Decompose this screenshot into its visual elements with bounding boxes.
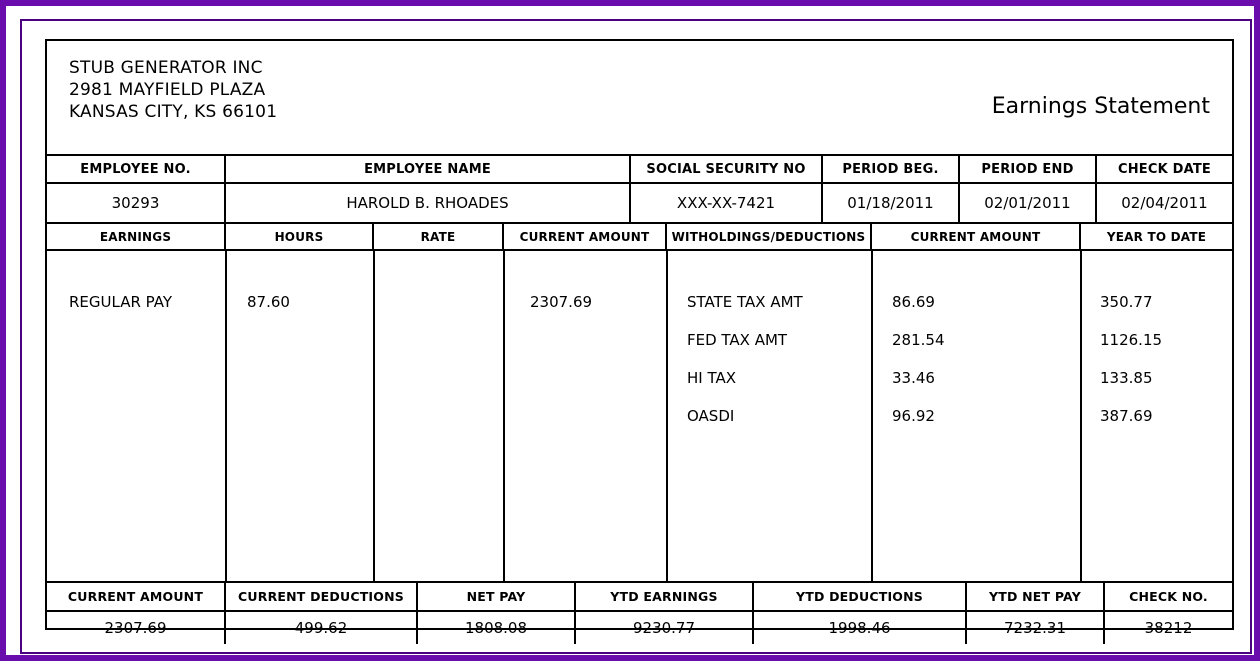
divider-earnings-hours: [225, 251, 227, 581]
deduction-current-amount: 96.92: [892, 407, 935, 425]
total-value-check-no: 38212: [1144, 619, 1193, 637]
header-period-beg: PERIOD BEG.: [822, 156, 959, 183]
detail-column-header-row: [47, 224, 1232, 250]
total-value-current-amount: 2307.69: [47, 611, 225, 644]
total-header-net-pay: NET PAY: [417, 583, 575, 611]
totals-header-row: [47, 583, 1232, 611]
header-employee-name: EMPLOYEE NAME: [225, 156, 630, 183]
deduction-description: OASDI: [687, 407, 735, 425]
total-value-ytd-earnings: 9230.77: [575, 611, 753, 644]
header-check-date: CHECK DATE: [1096, 156, 1232, 183]
company-address-block: [69, 57, 277, 123]
col-current-amount-earnings: CURRENT AMOUNT: [503, 224, 666, 250]
total-header-ytd-earnings: YTD EARNINGS: [575, 583, 753, 611]
deduction-year-to-date: 1126.15: [1100, 331, 1163, 349]
total-value-ytd-deductions: 1998.46: [753, 611, 966, 644]
divider-withholdings-current: [871, 251, 873, 581]
col-year-to-date: YEAR TO DATE: [1080, 224, 1232, 250]
total-value-net-pay: 1808.08: [417, 611, 575, 644]
page-title: Earnings Statement: [991, 94, 1210, 119]
total-header-ytd-deductions: YTD DEDUCTIONS: [753, 583, 966, 611]
earnings-statement-document: [45, 39, 1234, 637]
col-rate: RATE: [373, 224, 503, 250]
earnings-description: REGULAR PAY: [69, 293, 173, 311]
deduction-description: STATE TAX AMT: [687, 293, 803, 311]
value-check-date: 02/04/2011: [1096, 183, 1232, 223]
earnings-current-amount: 2307.69: [530, 293, 593, 311]
divider-current-ytd: [1080, 251, 1082, 581]
deduction-year-to-date: 133.85: [1100, 369, 1153, 387]
company-name: STUB GENERATOR INC: [69, 58, 263, 78]
value-employee-name: HAROLD B. RHOADES: [225, 183, 630, 223]
company-street: 2981 MAYFIELD PLAZA: [69, 80, 266, 100]
col-hours: HOURS: [225, 224, 373, 250]
totals-value-row: [47, 611, 1232, 644]
total-value-current-deductions: 499.62: [225, 611, 417, 644]
value-employee-no: 30293: [47, 183, 225, 223]
employee-identification-table: [47, 156, 1232, 224]
value-social-security-no: XXX-XX-7421: [630, 183, 822, 223]
col-withholdings-deductions: WITHOLDINGS/DEDUCTIONS: [666, 224, 871, 250]
value-period-end: 02/01/2011: [959, 183, 1096, 223]
total-header-ytd-net-pay: YTD NET PAY: [966, 583, 1104, 611]
deduction-description: FED TAX AMT: [687, 331, 788, 349]
deduction-year-to-date: 387.69: [1100, 407, 1153, 425]
total-header-check-no: CHECK NO.: [1104, 583, 1232, 611]
company-city-state-zip: KANSAS CITY, KS 66101: [69, 102, 278, 122]
header-period-end: PERIOD END: [959, 156, 1096, 183]
value-period-beg: 01/18/2011: [822, 183, 959, 223]
identification-value-row: [47, 183, 1232, 223]
document-header: [47, 41, 1232, 156]
header-social-security-no: SOCIAL SECURITY NO: [630, 156, 822, 183]
divider-hours-rate: [373, 251, 375, 581]
total-header-current-deductions: CURRENT DEDUCTIONS: [225, 583, 417, 611]
detail-body-region: [47, 251, 1232, 583]
deduction-current-amount: 86.69: [892, 293, 935, 311]
deduction-year-to-date: 350.77: [1100, 293, 1153, 311]
col-current-amount-deductions: CURRENT AMOUNT: [871, 224, 1080, 250]
col-earnings: EARNINGS: [47, 224, 225, 250]
identification-header-row: [47, 156, 1232, 183]
divider-rate-current: [503, 251, 505, 581]
deduction-description: HI TAX: [687, 369, 737, 387]
earnings-hours: 87.60: [247, 293, 290, 311]
total-value-ytd-net-pay: 7232.31: [966, 611, 1104, 644]
totals-table: [47, 583, 1232, 644]
deduction-current-amount: 281.54: [892, 331, 945, 349]
deduction-current-amount: 33.46: [892, 369, 935, 387]
total-header-current-amount: CURRENT AMOUNT: [47, 583, 225, 611]
detail-column-header-table: [47, 224, 1232, 251]
divider-current-withholdings: [666, 251, 668, 581]
header-employee-no: EMPLOYEE NO.: [47, 156, 225, 183]
inner-frame: [20, 19, 1252, 654]
